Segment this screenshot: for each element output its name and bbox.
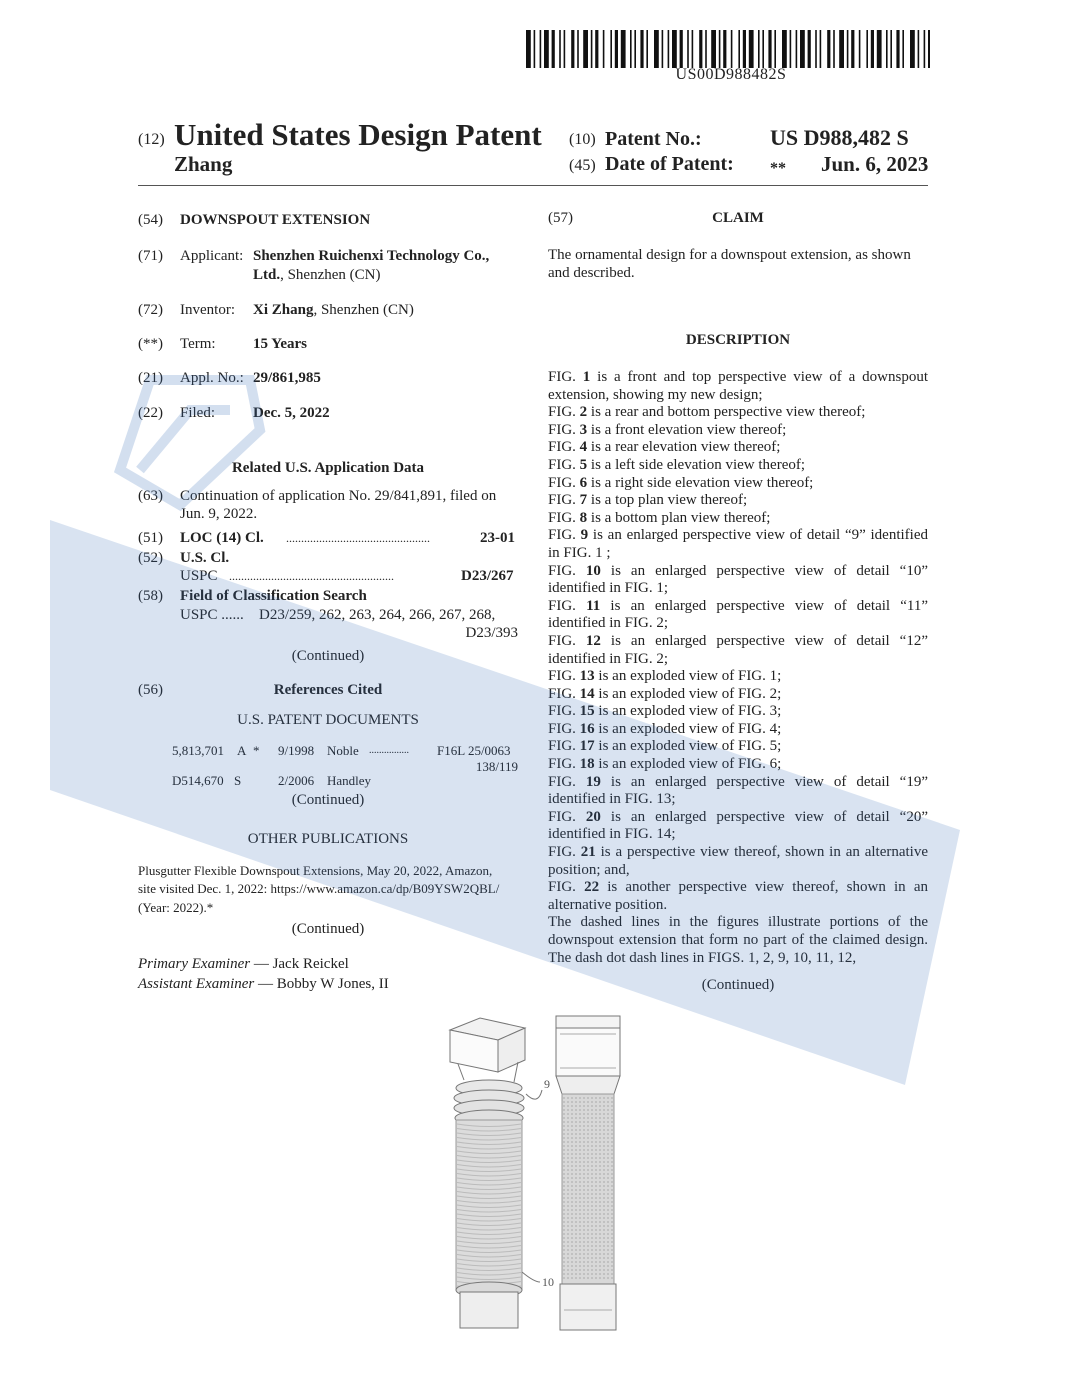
detail-10-leader — [522, 1272, 540, 1282]
description-paragraph — [548, 738, 928, 756]
description-text: is a right side elevation view thereof; — [587, 474, 814, 491]
barcode-bar — [918, 30, 920, 68]
patent-number: US D988,482 S — [770, 125, 909, 150]
description-paragraph — [548, 598, 928, 633]
description-paragraph — [548, 633, 928, 668]
code-56: (56) — [138, 682, 163, 698]
claim-line1: The ornamental design for a downspout extension, as shown — [548, 247, 911, 263]
barcode-bar — [820, 30, 822, 68]
description-text: is an enlarged perspective view of detail “19” identified in FIG. 13; — [548, 773, 928, 808]
description-text: FIG. — [548, 879, 585, 896]
description-text: FIG. — [548, 404, 580, 421]
applicant-location: , Shenzhen (CN) — [280, 267, 381, 283]
detail-9-label: 9 — [544, 1077, 550, 1091]
barcode-bar — [749, 30, 754, 68]
assistant-examiner-label: Assistant Examiner — [138, 976, 255, 992]
patent-date: Jun. 6, 2023 — [821, 152, 929, 176]
ref-date: 2/2006 — [278, 773, 315, 788]
figure-number: 17 — [579, 738, 595, 755]
code-54: (54) — [138, 212, 163, 228]
assistant-examiner — [138, 975, 389, 993]
barcode-bar — [877, 30, 882, 68]
description-text: FIG. — [548, 773, 586, 790]
loc-value: 23-01 — [480, 530, 515, 546]
description-paragraph — [548, 686, 928, 704]
appl-no-label: Appl. No.: — [180, 370, 244, 386]
description-text: FIG. — [548, 844, 581, 861]
description-text: is a front and top perspective view of a downspout extension, showing my new design; — [548, 369, 929, 403]
barcode-bar — [630, 30, 632, 68]
description-paragraph — [548, 844, 928, 879]
description-paragraph — [548, 668, 928, 686]
code-22: (22) — [138, 405, 163, 421]
barcode-bar — [890, 30, 892, 68]
description-paragraph — [548, 475, 928, 493]
barcode-bar — [743, 30, 746, 68]
code-10: (10) — [569, 131, 596, 148]
barcode-bar — [871, 30, 874, 68]
us-patent-documents-heading: U.S. PATENT DOCUMENTS — [237, 712, 419, 728]
field-search-line2: D23/393 — [465, 625, 518, 641]
barcode-bar — [768, 30, 771, 68]
figure-number: 4 — [579, 439, 588, 456]
description-text: FIG. — [548, 668, 580, 685]
barcode-bar — [800, 30, 805, 68]
barcode-bar — [640, 30, 643, 68]
figure-number: 10 — [585, 562, 601, 579]
figure-number: 13 — [579, 668, 595, 685]
barcode-bar — [621, 30, 626, 68]
code-71: (71) — [138, 248, 163, 264]
barcode-bar — [815, 30, 817, 68]
ref-name: Handley — [327, 773, 372, 788]
header-rule — [138, 185, 928, 186]
figure-number: 1 — [582, 369, 591, 385]
description-text: FIG. — [548, 632, 586, 649]
detail-9-leader — [526, 1090, 542, 1099]
code-52: (52) — [138, 550, 163, 566]
left-piece — [450, 1018, 525, 1328]
description-text: is an enlarged perspective view of detail “9” identified in FIG. 1 ; — [548, 527, 929, 561]
barcode-bar — [571, 30, 574, 68]
barcode-bar — [782, 30, 787, 68]
barcode-bar — [796, 30, 798, 68]
description-text: is a front elevation view thereof; — [587, 421, 787, 438]
barcode-bar — [534, 30, 536, 68]
figure-number: 16 — [579, 720, 595, 737]
barcode-bar — [672, 30, 677, 68]
figure-number: 22 — [584, 879, 600, 896]
barcode-bar — [847, 30, 849, 68]
barcode-bar — [738, 30, 740, 68]
barcode-bar — [758, 30, 760, 68]
ref-name: Noble — [327, 743, 359, 758]
code-63: (63) — [138, 488, 163, 504]
description-text: FIG. — [548, 369, 583, 385]
barcode-bar — [552, 30, 555, 68]
barcode-bar — [711, 30, 716, 68]
barcode-bar — [680, 30, 683, 68]
continuation-line1: Continuation of application No. 29/841,891, filed on — [180, 488, 497, 504]
code-12: (12) — [138, 131, 165, 148]
description-text: is a perspective view thereof, shown in an alternative position; and, — [548, 844, 928, 878]
description-text: FIG. — [548, 703, 580, 720]
barcode-bar — [540, 30, 542, 68]
inventor-label: Inventor: — [180, 302, 235, 318]
description-paragraph — [548, 703, 928, 721]
figure-number: 14 — [579, 685, 595, 702]
term-value: 15 Years — [253, 336, 308, 352]
description-text: FIG. — [548, 527, 581, 544]
figure-number: 5 — [579, 456, 588, 473]
us-cl-value: D23/267 — [461, 568, 514, 584]
description-paragraph — [548, 457, 928, 475]
filed-value: Dec. 5, 2022 — [253, 405, 330, 421]
barcode-bar — [692, 30, 694, 68]
description-paragraph — [548, 510, 928, 528]
assistant-examiner-name: — Bobby W Jones, II — [254, 976, 389, 992]
applicant-label: Applicant: — [180, 248, 244, 264]
loc-label: LOC (14) Cl. — [180, 530, 264, 546]
figure-number: 11 — [586, 597, 601, 614]
description-paragraph — [548, 756, 928, 774]
description-text: is an enlarged perspective view of detail “20” identified in FIG. 14; — [548, 808, 928, 843]
barcode-bar — [827, 30, 830, 68]
design-title: DOWNSPOUT EXTENSION — [180, 212, 371, 228]
ref-dots: ................ — [369, 745, 409, 756]
barcode-bar — [719, 30, 721, 68]
figure-number: 3 — [579, 421, 588, 438]
description-text: FIG. — [548, 474, 580, 491]
claim-line2: and described. — [548, 265, 635, 281]
barcode-bar — [723, 30, 726, 68]
description-paragraph — [548, 721, 928, 739]
description-paragraph — [548, 369, 928, 404]
code-72: (72) — [138, 302, 163, 318]
description-paragraph — [548, 527, 928, 562]
description-text: The dashed lines in the figures illustrate portions of the downspout extension that form no part of the claimed design. The dash dot dash lines in FIGS. 1, 2, 9, 10, 11, 12, — [548, 914, 928, 966]
description-text: FIG. — [548, 439, 580, 456]
barcode-bar — [687, 30, 689, 68]
description-text: is another perspective view thereof, shown in an alternative position. — [548, 879, 928, 913]
description-text: FIG. — [548, 562, 586, 579]
barcode-bar — [790, 30, 792, 68]
description-paragraph — [548, 404, 928, 422]
loc-dots: ................................................ — [286, 531, 430, 545]
primary-examiner-label: Primary Examiner — [138, 956, 251, 972]
other-pub-line: Plusgutter Flexible Downspout Extensions, May 20, 2022, Amazon, — [138, 863, 493, 878]
barcode-bar — [902, 30, 904, 68]
primary-examiner-name: — Jack Reickel — [250, 956, 349, 972]
description-paragraph — [548, 439, 928, 457]
barcode-bar — [851, 30, 854, 68]
figure-number: 12 — [585, 632, 601, 649]
barcode-bar — [526, 30, 531, 68]
continuation-line2: Jun. 9, 2022. — [180, 506, 258, 522]
figure-number: 2 — [579, 404, 588, 421]
description-text: FIG. — [548, 756, 580, 773]
other-pub-line: (Year: 2022).* — [138, 900, 214, 915]
description-text: FIG. — [548, 492, 580, 509]
appl-no-value: 29/861,985 — [253, 370, 321, 386]
other-pub-continued: (Continued) — [291, 921, 365, 937]
us-cl-uspc: USPC — [180, 568, 218, 584]
description-paragraph — [548, 774, 928, 809]
description-paragraph — [548, 879, 928, 914]
description-continued: (Continued) — [701, 977, 775, 993]
description-text: is a rear elevation view thereof; — [587, 439, 781, 456]
barcode-bar — [859, 30, 861, 68]
description-text: is a bottom plan view thereof; — [587, 509, 771, 526]
field-search-continued: (Continued) — [291, 648, 365, 664]
barcode-bar — [634, 30, 636, 68]
description-text: is an exploded view of FIG. 5; — [594, 738, 782, 755]
field-search-uspc: USPC ...... — [180, 607, 244, 623]
barcode-bar — [910, 30, 915, 68]
figure-number: 19 — [585, 773, 601, 790]
description-text: FIG. — [548, 738, 580, 755]
ref-class2: 138/119 — [475, 759, 518, 774]
applicant-line2 — [253, 266, 381, 284]
description-text: is an exploded view of FIG. 2; — [594, 685, 782, 702]
ref-kind: A — [237, 743, 247, 758]
description-paragraph — [548, 809, 928, 844]
barcode-bar — [577, 30, 579, 68]
description-text: is an enlarged perspective view of detail “11” identified in FIG. 2; — [548, 597, 929, 632]
barcode-bar — [774, 30, 776, 68]
barcode-bar — [886, 30, 888, 68]
barcode-bar — [615, 30, 618, 68]
description-text: FIG. — [548, 421, 580, 438]
code-term: (**) — [138, 336, 163, 352]
description-text: FIG. — [548, 808, 586, 825]
other-pub-line: site visited Dec. 1, 2022: https://www.amazon.ca/dp/B09YSW2QBL/ — [138, 881, 500, 896]
barcode-bar — [610, 30, 612, 68]
ref-kind: S — [234, 773, 242, 788]
barcode-bar — [591, 30, 593, 68]
code-57: (57) — [548, 210, 573, 226]
applicant-name: Shenzhen Ruichenxi Technology Co., — [253, 248, 490, 264]
barcode-bar — [839, 30, 844, 68]
us-cl-dots: ....................................................... — [229, 569, 394, 583]
barcode-bar — [924, 30, 926, 68]
barcode-bar — [762, 30, 764, 68]
document-title: United States Design Patent — [174, 117, 542, 152]
description-paragraph — [548, 914, 928, 967]
ref-number: D514,670 — [172, 773, 224, 788]
ref-class1: F16L 25/0063 — [437, 743, 511, 758]
barcode-bar — [603, 30, 605, 68]
ref-number: 5,813,701 — [172, 743, 224, 758]
inventor-location: , Shenzhen (CN) — [313, 302, 414, 318]
barcode — [526, 30, 930, 68]
figure-number: 20 — [585, 808, 601, 825]
description-paragraph — [548, 422, 928, 440]
description-text: is a left side elevation view thereof; — [587, 456, 806, 473]
figure-number: 15 — [579, 703, 595, 720]
description-text: is an exploded view of FIG. 1; — [594, 668, 782, 685]
barcode-bar — [833, 30, 835, 68]
patent-no-label: Patent No.: — [605, 128, 702, 150]
figure-number: 9 — [580, 527, 589, 544]
barcode-bar — [896, 30, 899, 68]
description-text: is an exploded view of FIG. 4; — [594, 720, 782, 737]
barcode-bar — [662, 30, 664, 68]
right-piece — [556, 1016, 620, 1330]
downspout-extension-drawing — [430, 1010, 650, 1340]
description-text: is an enlarged perspective view of detail “10” identified in FIG. 1; — [548, 562, 928, 597]
barcode-bar — [928, 30, 930, 68]
barcode-bar — [559, 30, 561, 68]
barcode-bar — [654, 30, 659, 68]
figure-number: 18 — [579, 756, 595, 773]
description-body — [548, 369, 928, 967]
other-publications-heading: OTHER PUBLICATIONS — [247, 831, 409, 847]
description-text: is a rear and bottom perspective view thereof; — [587, 404, 866, 421]
barcode-bar — [699, 30, 702, 68]
inventor-line — [253, 301, 414, 319]
description-text: FIG. — [548, 509, 580, 526]
inventor-name-full: Xi Zhang — [253, 302, 314, 318]
ref-star: * — [253, 743, 260, 758]
barcode-bar — [646, 30, 648, 68]
references-cited-heading: References Cited — [273, 682, 383, 698]
field-search-line1: D23/259, 262, 263, 264, 266, 267, 268, — [259, 607, 496, 623]
barcode-bar — [866, 30, 868, 68]
detail-10-label: 10 — [542, 1275, 554, 1289]
date-label: Date of Patent: — [605, 153, 734, 175]
barcode-bar — [544, 30, 549, 68]
code-51: (51) — [138, 530, 163, 546]
figure-number: 6 — [579, 474, 588, 491]
applicant-ltd: Ltd. — [253, 267, 281, 283]
description-text: is an exploded view of FIG. 6; — [594, 756, 782, 773]
description-text: FIG. — [548, 597, 587, 614]
description-text: FIG. — [548, 720, 580, 737]
code-45: (45) — [569, 157, 596, 174]
filed-label: Filed: — [180, 405, 216, 421]
field-search-label: Field of Classification Search — [180, 588, 367, 604]
description-heading: DESCRIPTION — [685, 332, 791, 348]
claim-heading: CLAIM — [712, 210, 764, 226]
refs-continued: (Continued) — [291, 792, 365, 808]
figure-number: 8 — [579, 509, 588, 526]
description-text: FIG. — [548, 456, 580, 473]
description-text: is an exploded view of FIG. 3; — [594, 703, 782, 720]
primary-examiner — [138, 955, 349, 973]
related-data-heading: Related U.S. Application Data — [231, 460, 425, 476]
figure-number: 21 — [580, 844, 596, 861]
barcode-number: US00D988482S — [675, 66, 787, 83]
description-text: is an enlarged perspective view of detail “12” identified in FIG. 2; — [548, 632, 928, 667]
description-text: is a top plan view thereof; — [587, 492, 748, 509]
barcode-bar — [808, 30, 811, 68]
inventor-surname: Zhang — [174, 152, 233, 176]
barcode-bar — [583, 30, 588, 68]
figure-number: 7 — [579, 492, 588, 509]
barcode-bar — [564, 30, 566, 68]
code-58: (58) — [138, 588, 163, 604]
description-text: FIG. — [548, 685, 580, 702]
us-cl-label: U.S. Cl. — [180, 550, 230, 566]
term-label: Term: — [180, 336, 216, 352]
barcode-bar — [668, 30, 670, 68]
barcode-bar — [705, 30, 707, 68]
ref-date: 9/1998 — [278, 743, 315, 758]
barcode-bar — [595, 30, 598, 68]
date-marker: ** — [770, 160, 786, 177]
description-paragraph — [548, 563, 928, 598]
barcode-bar — [731, 30, 733, 68]
description-paragraph — [548, 492, 928, 510]
code-21: (21) — [138, 370, 163, 386]
